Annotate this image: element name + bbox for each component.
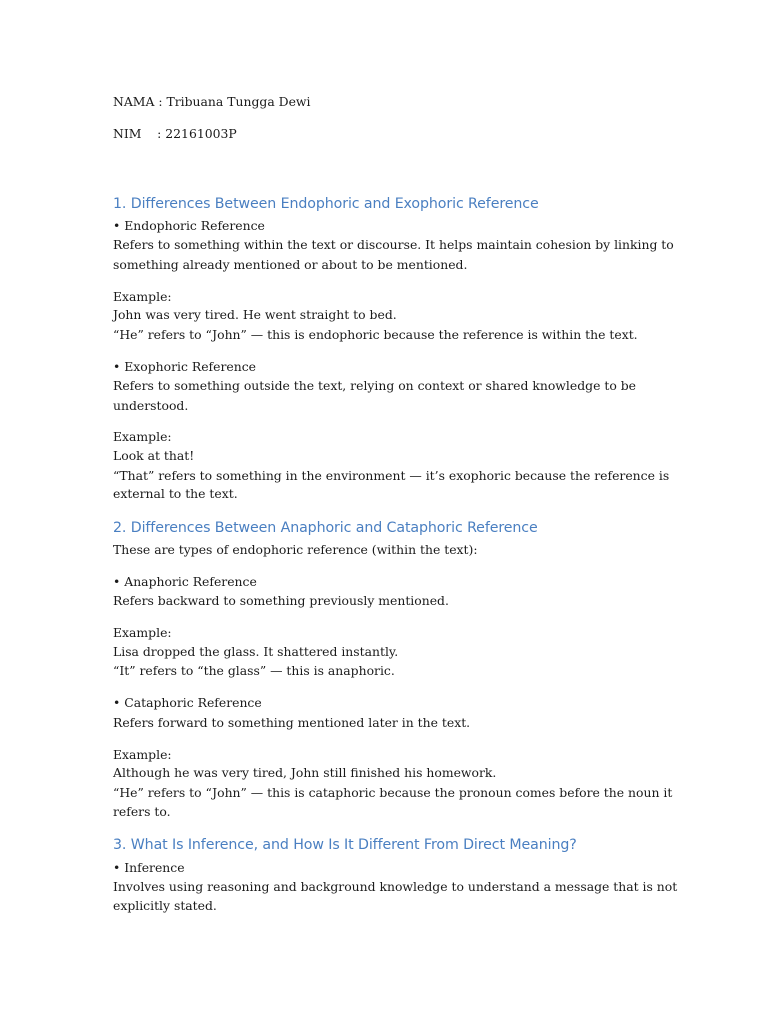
- section-3-heading: 3. What Is Inference, and How Is It Different From Direct Meaning?: [113, 837, 577, 853]
- anaphoric-desc: Refers backward to something previously mentioned.: [113, 593, 449, 608]
- anaphoric-example-line-2: “It” refers to “the glass” — this is anaphoric.: [113, 663, 395, 678]
- endophoric-example-label: Example:: [113, 289, 172, 304]
- anaphoric-example-line-1: Lisa dropped the glass. It shattered instantly.: [113, 644, 399, 659]
- section-1-heading: 1. Differences Between Endophoric and Exophoric Reference: [113, 196, 539, 212]
- cataphoric-example-line-2: “He” refers to “John” — this is cataphoric because the pronoun comes before the noun it: [113, 785, 673, 800]
- inference-desc-line-2: explicitly stated.: [113, 898, 217, 913]
- inference-desc-line-1: Involves using reasoning and background knowledge to understand a message that is not: [113, 879, 678, 894]
- section-2-intro: These are types of endophoric reference (within the text):: [113, 542, 478, 557]
- inference-title: • Inference: [113, 860, 185, 875]
- cataphoric-example-line-3: refers to.: [113, 804, 171, 819]
- anaphoric-title: • Anaphoric Reference: [113, 574, 257, 589]
- exophoric-example-line-3: external to the text.: [113, 486, 238, 501]
- endophoric-example-line-1: John was very tired. He went straight to bed.: [113, 307, 397, 322]
- endophoric-title: • Endophoric Reference: [113, 218, 265, 233]
- exophoric-desc-line-2: understood.: [113, 398, 189, 413]
- anaphoric-example-label: Example:: [113, 625, 172, 640]
- exophoric-title: • Exophoric Reference: [113, 359, 256, 374]
- exophoric-desc-line-1: Refers to something outside the text, relying on context or shared knowledge to be: [113, 378, 636, 393]
- exophoric-example-line-2: “That” refers to something in the environment — it’s exophoric because the reference is: [113, 468, 670, 483]
- exophoric-example-line-1: Look at that!: [113, 448, 195, 463]
- exophoric-example-label: Example:: [113, 429, 172, 444]
- endophoric-desc-line-1: Refers to something within the text or discourse. It helps maintain cohesion by linking to: [113, 237, 674, 252]
- endophoric-desc-line-2: something already mentioned or about to be mentioned.: [113, 257, 468, 272]
- cataphoric-example-label: Example:: [113, 747, 172, 762]
- cataphoric-desc: Refers forward to something mentioned later in the text.: [113, 715, 471, 730]
- student-name: NAMA : Tribuana Tungga Dewi: [113, 94, 311, 109]
- endophoric-example-line-2: “He” refers to “John” — this is endophoric because the reference is within the text.: [113, 327, 638, 342]
- cataphoric-title: • Cataphoric Reference: [113, 695, 262, 710]
- cataphoric-example-line-1: Although he was very tired, John still finished his homework.: [113, 765, 497, 780]
- student-id: NIM : 22161003P: [113, 126, 237, 141]
- section-2-heading: 2. Differences Between Anaphoric and Cataphoric Reference: [113, 520, 538, 536]
